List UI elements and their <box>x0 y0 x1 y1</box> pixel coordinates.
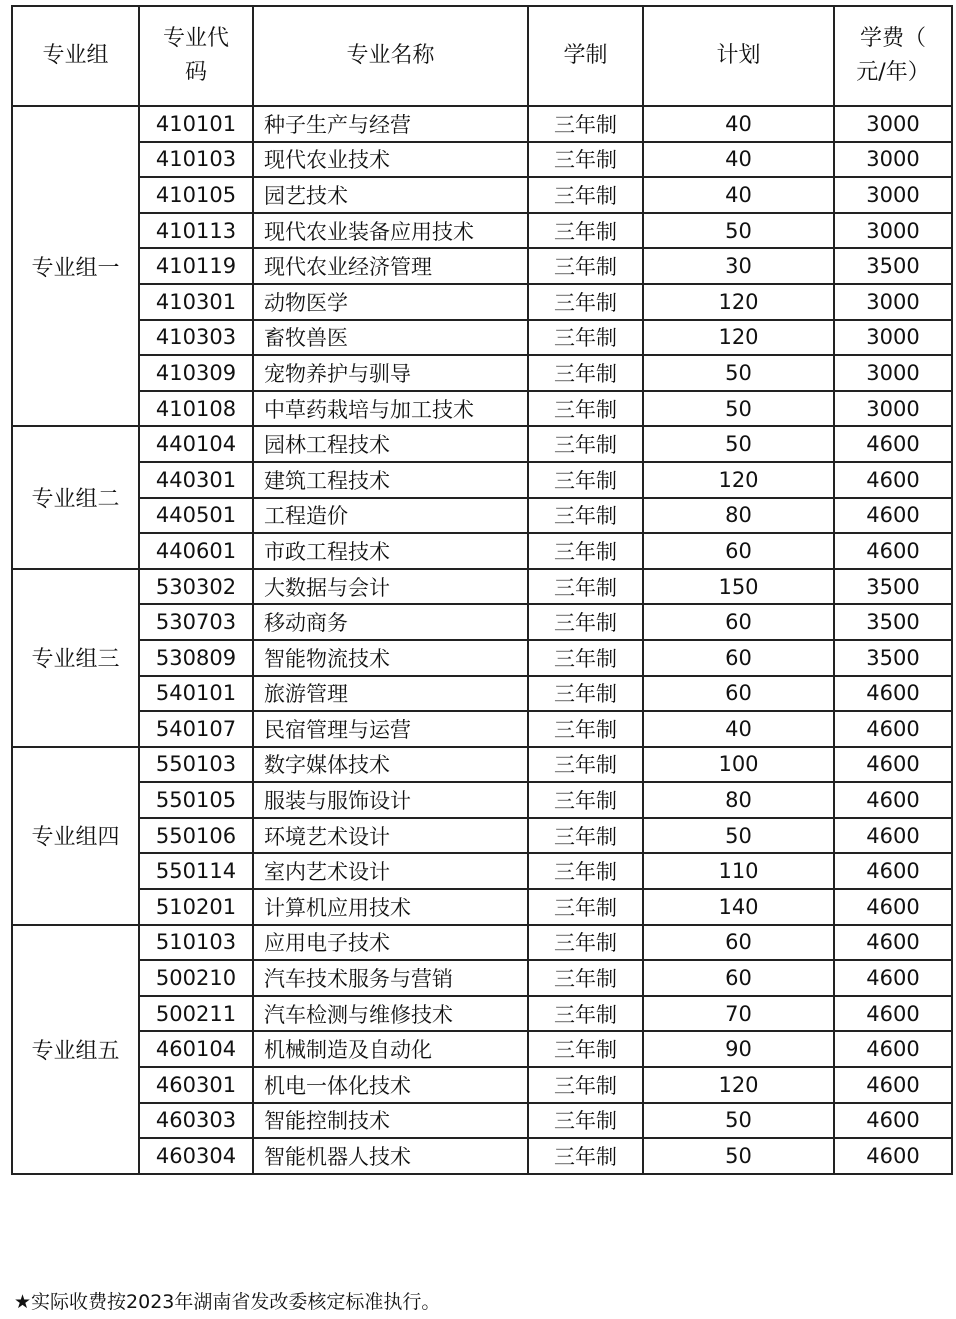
duration-cell: 三年制 <box>528 213 643 249</box>
table-row <box>12 533 952 569</box>
table-row <box>12 925 952 961</box>
fee-cell: 3000 <box>834 284 952 320</box>
table-row <box>12 640 952 676</box>
plan-cell: 60 <box>643 604 834 640</box>
plan-cell: 140 <box>643 889 834 925</box>
plan-cell: 50 <box>643 1138 834 1174</box>
table-row <box>12 960 952 996</box>
plan-cell: 40 <box>643 177 834 213</box>
plan-cell: 50 <box>643 1103 834 1139</box>
plan-cell: 50 <box>643 818 834 854</box>
table-row <box>12 1067 952 1103</box>
name-cell: 园艺技术 <box>253 177 528 213</box>
duration-cell: 三年制 <box>528 676 643 712</box>
table-row <box>12 676 952 712</box>
table-row <box>12 1138 952 1174</box>
name-cell: 种子生产与经营 <box>253 106 528 142</box>
plan-cell: 60 <box>643 640 834 676</box>
fee-cell: 4600 <box>834 1103 952 1139</box>
name-cell: 汽车检测与维修技术 <box>253 996 528 1032</box>
group-cell: 专业组三 <box>12 569 139 747</box>
table-row <box>12 355 952 391</box>
fee-cell: 3000 <box>834 320 952 356</box>
code-cell: 460303 <box>139 1103 253 1139</box>
code-cell: 530809 <box>139 640 253 676</box>
code-cell: 550106 <box>139 818 253 854</box>
code-cell: 510103 <box>139 925 253 961</box>
code-cell: 550103 <box>139 747 253 783</box>
duration-cell: 三年制 <box>528 747 643 783</box>
duration-cell: 三年制 <box>528 177 643 213</box>
duration-cell: 三年制 <box>528 106 643 142</box>
duration-cell: 三年制 <box>528 1031 643 1067</box>
code-cell: 460301 <box>139 1067 253 1103</box>
fee-cell: 3500 <box>834 604 952 640</box>
plan-cell: 60 <box>643 960 834 996</box>
duration-cell: 三年制 <box>528 711 643 747</box>
header-code: 专业代 码 <box>139 6 253 106</box>
duration-cell: 三年制 <box>528 960 643 996</box>
plan-cell: 150 <box>643 569 834 605</box>
duration-cell: 三年制 <box>528 533 643 569</box>
fee-cell: 4600 <box>834 925 952 961</box>
group-cell: 专业组五 <box>12 925 139 1174</box>
duration-cell: 三年制 <box>528 391 643 427</box>
header-plan: 计划 <box>643 6 834 106</box>
duration-cell: 三年制 <box>528 853 643 889</box>
fee-cell: 4600 <box>834 1138 952 1174</box>
fee-cell: 4600 <box>834 818 952 854</box>
fee-cell: 4600 <box>834 996 952 1032</box>
name-cell: 市政工程技术 <box>253 533 528 569</box>
table-row <box>12 248 952 284</box>
fee-cell: 4600 <box>834 1031 952 1067</box>
code-cell: 410301 <box>139 284 253 320</box>
name-cell: 服装与服饰设计 <box>253 782 528 818</box>
code-cell: 550114 <box>139 853 253 889</box>
table-row <box>12 462 952 498</box>
group-cell: 专业组四 <box>12 747 139 925</box>
fee-cell: 4600 <box>834 462 952 498</box>
duration-cell: 三年制 <box>528 248 643 284</box>
fee-cell: 4600 <box>834 426 952 462</box>
duration-cell: 三年制 <box>528 782 643 818</box>
header-duration: 学制 <box>528 6 643 106</box>
duration-cell: 三年制 <box>528 462 643 498</box>
code-cell: 440301 <box>139 462 253 498</box>
name-cell: 移动商务 <box>253 604 528 640</box>
duration-cell: 三年制 <box>528 355 643 391</box>
plan-cell: 80 <box>643 782 834 818</box>
plan-cell: 60 <box>643 676 834 712</box>
fee-cell: 4600 <box>834 853 952 889</box>
fee-cell: 3000 <box>834 391 952 427</box>
name-cell: 工程造价 <box>253 498 528 534</box>
name-cell: 计算机应用技术 <box>253 889 528 925</box>
name-cell: 现代农业经济管理 <box>253 248 528 284</box>
enrollment-table <box>11 5 953 1175</box>
code-cell: 410119 <box>139 248 253 284</box>
code-cell: 440104 <box>139 426 253 462</box>
table-row <box>12 889 952 925</box>
table-row <box>12 818 952 854</box>
table-row <box>12 498 952 534</box>
name-cell: 大数据与会计 <box>253 569 528 605</box>
fee-cell: 3500 <box>834 569 952 605</box>
duration-cell: 三年制 <box>528 569 643 605</box>
name-cell: 畜牧兽医 <box>253 320 528 356</box>
plan-cell: 70 <box>643 996 834 1032</box>
plan-cell: 120 <box>643 462 834 498</box>
plan-cell: 40 <box>643 106 834 142</box>
duration-cell: 三年制 <box>528 498 643 534</box>
plan-cell: 50 <box>643 426 834 462</box>
fee-cell: 3000 <box>834 106 952 142</box>
table-row <box>12 604 952 640</box>
name-cell: 应用电子技术 <box>253 925 528 961</box>
code-cell: 510201 <box>139 889 253 925</box>
code-cell: 540107 <box>139 711 253 747</box>
duration-cell: 三年制 <box>528 925 643 961</box>
table-body <box>12 106 952 1174</box>
table-row <box>12 711 952 747</box>
fee-cell: 3000 <box>834 142 952 178</box>
name-cell: 室内艺术设计 <box>253 853 528 889</box>
name-cell: 民宿管理与运营 <box>253 711 528 747</box>
table-row <box>12 996 952 1032</box>
code-cell: 500210 <box>139 960 253 996</box>
plan-cell: 60 <box>643 925 834 961</box>
header-row <box>12 6 952 106</box>
fee-cell: 4600 <box>834 533 952 569</box>
code-cell: 460104 <box>139 1031 253 1067</box>
group-cell: 专业组一 <box>12 106 139 426</box>
name-cell: 智能控制技术 <box>253 1103 528 1139</box>
code-cell: 530302 <box>139 569 253 605</box>
duration-cell: 三年制 <box>528 320 643 356</box>
table-row <box>12 1031 952 1067</box>
fee-cell: 4600 <box>834 960 952 996</box>
table-row <box>12 569 952 605</box>
name-cell: 智能物流技术 <box>253 640 528 676</box>
name-cell: 建筑工程技术 <box>253 462 528 498</box>
duration-cell: 三年制 <box>528 1138 643 1174</box>
name-cell: 现代农业装备应用技术 <box>253 213 528 249</box>
fee-cell: 3000 <box>834 355 952 391</box>
code-cell: 540101 <box>139 676 253 712</box>
table-row <box>12 142 952 178</box>
plan-cell: 120 <box>643 284 834 320</box>
table-row <box>12 747 952 783</box>
name-cell: 机电一体化技术 <box>253 1067 528 1103</box>
duration-cell: 三年制 <box>528 818 643 854</box>
code-cell: 410113 <box>139 213 253 249</box>
fee-cell: 3000 <box>834 177 952 213</box>
name-cell: 汽车技术服务与营销 <box>253 960 528 996</box>
name-cell: 智能机器人技术 <box>253 1138 528 1174</box>
duration-cell: 三年制 <box>528 996 643 1032</box>
code-cell: 530703 <box>139 604 253 640</box>
name-cell: 动物医学 <box>253 284 528 320</box>
code-cell: 500211 <box>139 996 253 1032</box>
table-row <box>12 1103 952 1139</box>
header-fee: 学费（ 元/年） <box>834 6 952 106</box>
name-cell: 环境艺术设计 <box>253 818 528 854</box>
plan-cell: 120 <box>643 320 834 356</box>
fee-cell: 3500 <box>834 248 952 284</box>
plan-cell: 60 <box>643 533 834 569</box>
code-cell: 440601 <box>139 533 253 569</box>
fee-cell: 4600 <box>834 498 952 534</box>
table-row <box>12 782 952 818</box>
table-row <box>12 391 952 427</box>
header-group: 专业组 <box>12 6 139 106</box>
fee-cell: 4600 <box>834 1067 952 1103</box>
code-cell: 440501 <box>139 498 253 534</box>
duration-cell: 三年制 <box>528 640 643 676</box>
table-row <box>12 426 952 462</box>
footnote: ★实际收费按2023年湖南省发改委核定标准执行。 <box>14 1291 441 1313</box>
table-row <box>12 177 952 213</box>
table-row <box>12 213 952 249</box>
code-cell: 410303 <box>139 320 253 356</box>
group-cell: 专业组二 <box>12 426 139 568</box>
name-cell: 旅游管理 <box>253 676 528 712</box>
duration-cell: 三年制 <box>528 604 643 640</box>
duration-cell: 三年制 <box>528 889 643 925</box>
plan-cell: 30 <box>643 248 834 284</box>
name-cell: 中草药栽培与加工技术 <box>253 391 528 427</box>
plan-cell: 40 <box>643 711 834 747</box>
plan-cell: 100 <box>643 747 834 783</box>
plan-cell: 40 <box>643 142 834 178</box>
table-row <box>12 284 952 320</box>
code-cell: 410105 <box>139 177 253 213</box>
fee-cell: 3500 <box>834 640 952 676</box>
duration-cell: 三年制 <box>528 1067 643 1103</box>
plan-cell: 50 <box>643 355 834 391</box>
name-cell: 园林工程技术 <box>253 426 528 462</box>
duration-cell: 三年制 <box>528 142 643 178</box>
header-name: 专业名称 <box>253 6 528 106</box>
name-cell: 宠物养护与驯导 <box>253 355 528 391</box>
table-row <box>12 106 952 142</box>
fee-cell: 3000 <box>834 213 952 249</box>
code-cell: 460304 <box>139 1138 253 1174</box>
code-cell: 410108 <box>139 391 253 427</box>
name-cell: 现代农业技术 <box>253 142 528 178</box>
plan-cell: 120 <box>643 1067 834 1103</box>
code-cell: 410103 <box>139 142 253 178</box>
fee-cell: 4600 <box>834 889 952 925</box>
plan-cell: 110 <box>643 853 834 889</box>
duration-cell: 三年制 <box>528 426 643 462</box>
duration-cell: 三年制 <box>528 1103 643 1139</box>
plan-cell: 50 <box>643 213 834 249</box>
table-row <box>12 320 952 356</box>
fee-cell: 4600 <box>834 711 952 747</box>
fee-cell: 4600 <box>834 782 952 818</box>
plan-cell: 50 <box>643 391 834 427</box>
code-cell: 410101 <box>139 106 253 142</box>
name-cell: 数字媒体技术 <box>253 747 528 783</box>
plan-cell: 90 <box>643 1031 834 1067</box>
plan-cell: 80 <box>643 498 834 534</box>
fee-cell: 4600 <box>834 676 952 712</box>
name-cell: 机械制造及自动化 <box>253 1031 528 1067</box>
fee-cell: 4600 <box>834 747 952 783</box>
code-cell: 550105 <box>139 782 253 818</box>
code-cell: 410309 <box>139 355 253 391</box>
table-row <box>12 853 952 889</box>
duration-cell: 三年制 <box>528 284 643 320</box>
